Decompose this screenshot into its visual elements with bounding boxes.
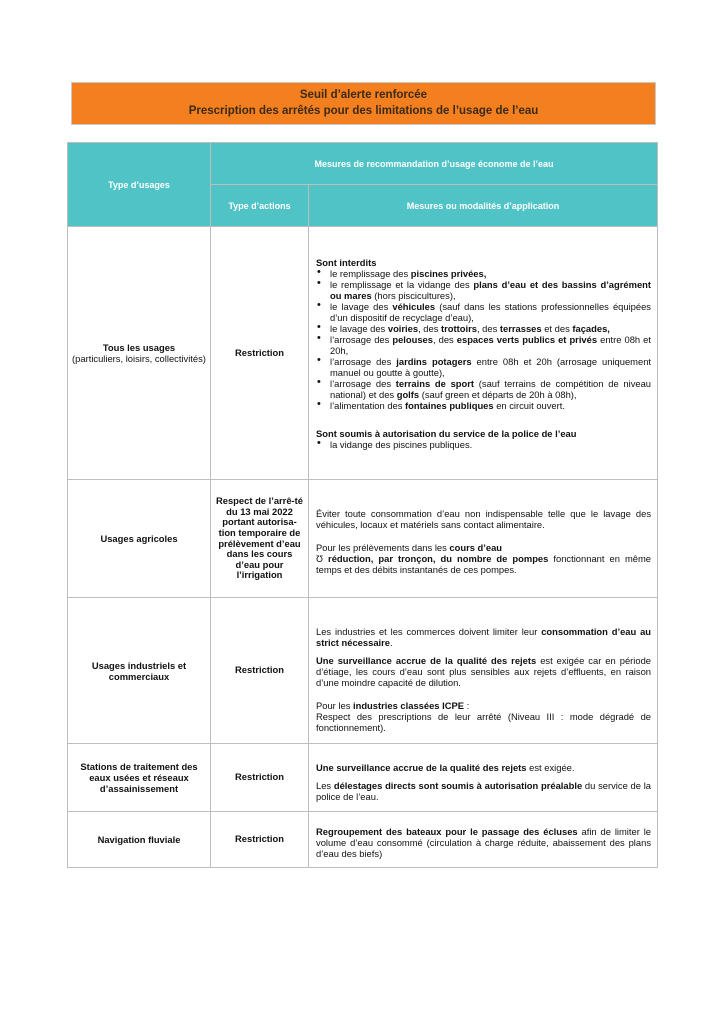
header-mesures-modalites: Mesures ou modalités d’application — [309, 185, 658, 227]
measure-cell — [309, 598, 658, 744]
action-cell: Respect de l’arrê-té du 13 mai 2022 portant autorisa-tion temporaire de prélèvement d’eau dans les cours d’eau pour l’irrigation — [211, 480, 309, 598]
measure-cell — [309, 744, 658, 812]
banner-title: Seuil d’alerte renforcée — [299, 89, 428, 101]
header-type-usages: Type d’usages — [68, 143, 211, 227]
usage-cell — [68, 227, 211, 480]
autorisation-list — [316, 439, 651, 450]
measure-paragraph: Les délestages directs sont soumis à autorisation préalable du service de la police de l’eau. — [316, 780, 651, 802]
usage-sublabel: (particuliers, loisirs, collectivités) — [72, 353, 206, 364]
table-row — [68, 744, 658, 812]
list-item: • l’arrosage des jardins potagers entre 08h et 20h (arrosage uniquement manuel ou goutte à goutte), — [316, 356, 651, 378]
measure-paragraph: Les industries et les commerces doivent limiter leur consommation d’eau au strict nécessaire. — [316, 625, 652, 648]
header-mesures-recommandation: Mesures de recommandation d’usage économe de l’eau — [211, 143, 658, 185]
measure-paragraph: Une surveillance accrue de la qualité des rejets est exigée car en période d’étiage, les cours d’eau sont plus sensibles aux rejets d’effluents, en raison d’une moindre capacité de dilution. — [316, 654, 652, 688]
measures-table — [67, 142, 658, 868]
measure-cell — [309, 812, 658, 868]
table-row — [68, 812, 658, 868]
table-header-row — [68, 143, 658, 185]
action-cell: Restriction — [211, 598, 309, 744]
header-type-actions: Type d’actions — [211, 185, 309, 227]
measure-paragraph: Pour les industries classées ICPE : — [316, 699, 470, 711]
interdits-list — [316, 268, 651, 411]
usage-cell: Stations de traitement des eaux usées et réseaux d’assainissement — [68, 744, 211, 812]
measure-paragraph: Éviter toute consommation d’eau non indispensable telle que le lavage des véhicules, locaux et matériels sans contact alimentaire. — [316, 508, 652, 530]
usage-cell — [68, 598, 211, 744]
list-item: • le lavage des véhicules (sauf dans les stations professionnelles équipées d’un dispositif de recyclage d’eau), — [316, 301, 651, 323]
measure-cell — [309, 480, 658, 598]
list-item: • le lavage des voiries, des trottoirs, des terrasses et des façades, — [316, 323, 651, 334]
autorisation-title: Sont soumis à autorisation du service de la police de l’eau — [316, 427, 577, 439]
usage-label: Usages industriels et commerciaux — [91, 659, 187, 682]
measure-paragraph: Pour les prélèvements dans les cours d’eau — [316, 542, 503, 553]
usage-cell — [68, 480, 211, 598]
list-item: • le remplissage des piscines privées, — [316, 268, 651, 279]
measure-paragraph: Respect des prescriptions de leur arrêté (Niveau III : mode dégradé de fonctionnement). — [316, 710, 652, 733]
list-item: • l’arrosage des terrains de sport (sauf terrains de compétition de niveau national) et des golfs (sauf green et départs de 20h à 08h), — [316, 378, 651, 400]
banner-subtitle: Prescription des arrêtés pour des limitations de l’usage de l’eau — [188, 105, 539, 117]
measure-paragraph: Ʊ réduction, par tronçon, du nombre de pompes fonctionnant en même temps et des débits instantanés de ces pompes. — [316, 553, 652, 575]
alert-banner — [71, 82, 656, 125]
action-cell: Restriction — [211, 227, 309, 480]
action-cell: Restriction — [211, 812, 309, 868]
measure-paragraph: Une surveillance accrue de la qualité des rejets est exigée. — [316, 762, 575, 773]
list-item: • le remplissage et la vidange des plans d’eau et des bassins d’agrément ou mares (hors piscicultures), — [316, 279, 651, 301]
usage-cell: Navigation fluviale — [68, 812, 211, 868]
usage-label: Usages agricoles — [100, 533, 178, 544]
action-cell: Restriction — [211, 744, 309, 812]
measure-paragraph: Regroupement des bateaux pour le passage des écluses afin de limiter le volume d’eau consommé (circulation à charge réduite, abaissement des plans d’eau des biefs) — [316, 825, 652, 859]
table-row — [68, 227, 658, 480]
usage-label: Tous les usages — [102, 342, 176, 353]
table-row — [68, 480, 658, 598]
list-item: • l’arrosage des pelouses, des espaces verts publics et privés entre 08h et 20h, — [316, 334, 651, 356]
list-item: • l’alimentation des fontaines publiques en circuit ouvert. — [316, 400, 651, 411]
measure-cell — [309, 227, 658, 480]
list-item: • la vidange des piscines publiques. — [316, 439, 651, 450]
table-row — [68, 598, 658, 744]
interdits-title: Sont interdits — [316, 256, 377, 268]
